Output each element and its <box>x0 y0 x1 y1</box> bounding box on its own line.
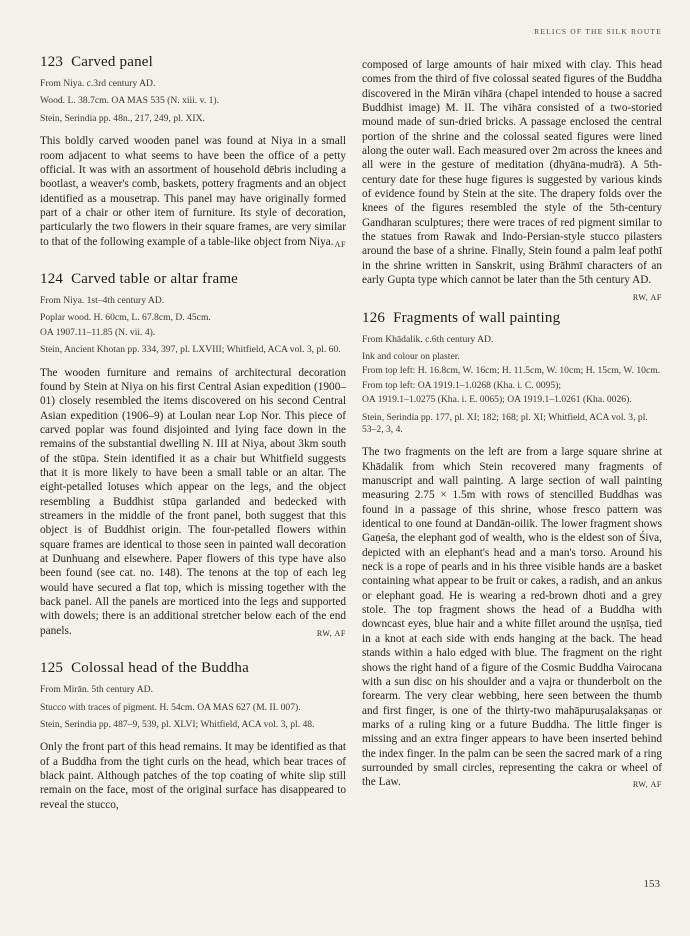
entry-body: The two fragments on the left are from a large square shrine at Khādalik from which Stein recovered many fragments of manuscript and wall painting. A large section of wall painting measuring 2.75 × 1.5m with rows of stencilled Buddhas was found in a passage of this shrine, whose fresco pattern was identical to one found at Dandān-oilik. The lower fragment shows Gaṇeśa, the elephant god of wealth, who is the eldest son of Śiva, depicted with an elephant's head and a man's torso. Around his neck is a rope of pearls and in his three visible hands are a basket containing what appear to be fruit or cakes, a radish, and an ankus or elephant goad. He is wearing a red-brown dhoti and a grey stole. The top fragment shows the head of a Buddha with downcast eyes, blue hair and a white fillet around the uṣṇīṣa, tied in a knot at each side with ends hanging at the back. The head stands within a halo edged with blue. The fragment on the right shows the right hand of a figure of the Cosmic Buddha Vairocana with a sun disc on his shoulder and a vajra or thunderbolt on the forearm. The very clear webbing, here seen between the thumb and first finger, is one of the thirty-two mahāpuruṣalakṣaṇas or marks of a ruling king or a future Buddha. The little finger is missing and an extra finger appears to have been inserted behind the index finger. In the palm can be seen the sacred mark of a ring surrounded by small circles, representing the cakra or wheel of the Law. RW, AF <box>362 445 662 789</box>
entry-number: 124 <box>40 270 64 287</box>
entry-title <box>40 271 346 288</box>
entry-title <box>362 310 662 327</box>
entry-title <box>40 54 346 71</box>
entry-reference: Stein, Serindia pp. 48n., 217, 249, pl. XIX. <box>40 112 205 124</box>
entry-title-text: Colossal head of the Buddha <box>71 660 249 677</box>
entry-provenance: From Mirān. 5th century AD. <box>40 684 153 696</box>
entry-reference: Stein, Serindia pp. 177, pl. XI; 182; 168; pl. XI; Whitfield, ACA vol. 3, pl. 53–2, 3, 4. <box>362 411 648 435</box>
entry-body-continued: composed of large amounts of hair mixed with clay. This head comes from the third of five colossal seated figures of the Buddha discovered in the Mirān vihāra (chapel intended to house a sacred Buddhist image) M. II. The vihāra consisted of a two-storied mound made of sun-dried bricks. A passage enclosed the central portion of the shrine and the colossal seated figures were lined along the outer wall. Each measured over 2m across the knees and all were in the gesture of meditation (dhyāna-mudrā). A 5th-century date for these huge figures is suggested by various kinds of evidence found by Stein at the site. The drapery folds over the knees of the figures resembled the style of the 5th-century Gandharan sculptures; there were traces of red pigment similar to the statues from Rawak and Indo-Persian-style stucco pilasters around the base of a shrine. Finally, Stein found a palm leaf pothī in the shrine written in Sanskrit, using Brāhmī characters of an early Gupta type which cannot be later than the 5th century AD. RW, AF <box>362 58 662 288</box>
author-initials: RW, AF <box>316 628 346 638</box>
entry-title-text: Carved panel <box>71 54 154 70</box>
entry-material: Ink and colour on plaster. <box>362 350 460 362</box>
left-column <box>40 54 346 834</box>
entry-provenance: From Khādalik. c.6th century AD. <box>362 333 494 345</box>
entry-accession: From top left: OA 1919.1–1.0268 (Kha. i. C. 0095); <box>362 379 562 391</box>
entry-reference: Stein, Ancient Khotan pp. 334, 397, pl. LXVIII; Whitfield, ACA vol. 3, pl. 60. <box>40 344 341 356</box>
entry-accession: OA 1907.11–11.85 (N. vii. 4). <box>40 326 156 338</box>
entry-number: 125 <box>40 660 64 677</box>
entry-title <box>40 660 346 677</box>
catalogue-entry-125-continued <box>362 58 662 302</box>
entry-number: 123 <box>40 54 64 70</box>
entry-number: 126 <box>362 309 386 326</box>
page-number: 153 <box>643 878 660 890</box>
author-initials: AF <box>334 239 346 249</box>
entry-reference: Stein, Serindia pp. 487–9, 539, pl. XLVI; Whitfield, ACA vol. 3, pl. 48. <box>40 718 315 730</box>
right-column <box>362 54 662 812</box>
entry-material: Poplar wood. H. 60cm, L. 67.8cm, D. 45cm. <box>40 312 211 324</box>
entry-body: The wooden furniture and remains of architectural decoration found by Stein at Niya on his first Central Asian expedition (1900–01) closely resembled the items discovered on his second Central Asian expedition (1906–9) at Loulan near Lop Nor. This piece of carved poplar was found disjointed and lying face down in the remains of the substantial dwelling N. III at Niya, about 3km south of the stūpa. Stein identified it as a chair but Whitfield suggests that it is more likely to have been a small table or an altar. The eight-petalled lotuses which appear on the legs, and the object resembling a Buddhist stūpa garlanded and bedecked with streamers in the middle of the front panel, both suggest that this object is of Buddhist origin. The four-petalled flowers within square frames are identical to those seen in painted wall decoration at Dunhuang and elsewhere. Paper flowers of this type have also been found (see cat. no. 148). The tenons at the top of each leg would have secured a flat top, which is missing together with the back panel. All the panels are morticed into the legs and supported with dowels; there is an additional stretcher below each of the end panels. RW, AF <box>40 366 346 639</box>
catalogue-entry-123 <box>40 54 346 249</box>
entry-body: Only the front part of this head remains. It may be identified as that of a Buddha from the tight curls on the head, which bear traces of black paint. Although patches of the top coating of white slip still remain on the face, most of the original surface has disappeared to reveal the stucco, <box>40 741 346 811</box>
author-initials: RW, AF <box>632 292 662 302</box>
entry-provenance: From Niya. 1st–4th century AD. <box>40 294 165 306</box>
running-head: RELICS OF THE SILK ROUTE <box>534 27 662 36</box>
entry-accession: OA 1919.1–1.0275 (Kha. i. E. 0065); OA 1919.1–1.0261 (Kha. 0026). <box>362 394 632 406</box>
entry-title-text: Fragments of wall painting <box>393 309 561 326</box>
entry-material: Wood. L. 38.7cm. OA MAS 535 (N. xiii. v. 1). <box>40 95 220 107</box>
entry-material: Stucco with traces of pigment. H. 54cm. OA MAS 627 (M. II. 007). <box>40 701 301 713</box>
entry-dimensions: From top left: H. 16.8cm, W. 16cm; H. 11.5cm, W. 10cm; H. 15cm, W. 10cm. <box>362 365 661 377</box>
entry-provenance: From Niya. c.3rd century AD. <box>40 78 156 89</box>
entry-title-text: Carved table or altar frame <box>71 270 239 287</box>
entry-body: This boldly carved wooden panel was found at Niya in a small room adjacent to what seems to have been the office of a petty official. It was with an assortment of household dēbris including a bootlast, a weaver's comb, baskets, pottery fragments and an object identified as a mousetrap. This panel may have originally formed part of a chair or other item of furniture. Its style of decoration, particularly the two flowers in their square frames, are very similar to that of the following example of a table-like object from Niya. AF <box>40 134 346 249</box>
catalogue-entry-126 <box>362 310 662 790</box>
catalogue-entry-124 <box>40 271 346 638</box>
catalogue-entry-125 <box>40 660 346 812</box>
author-initials: RW, AF <box>632 780 662 790</box>
